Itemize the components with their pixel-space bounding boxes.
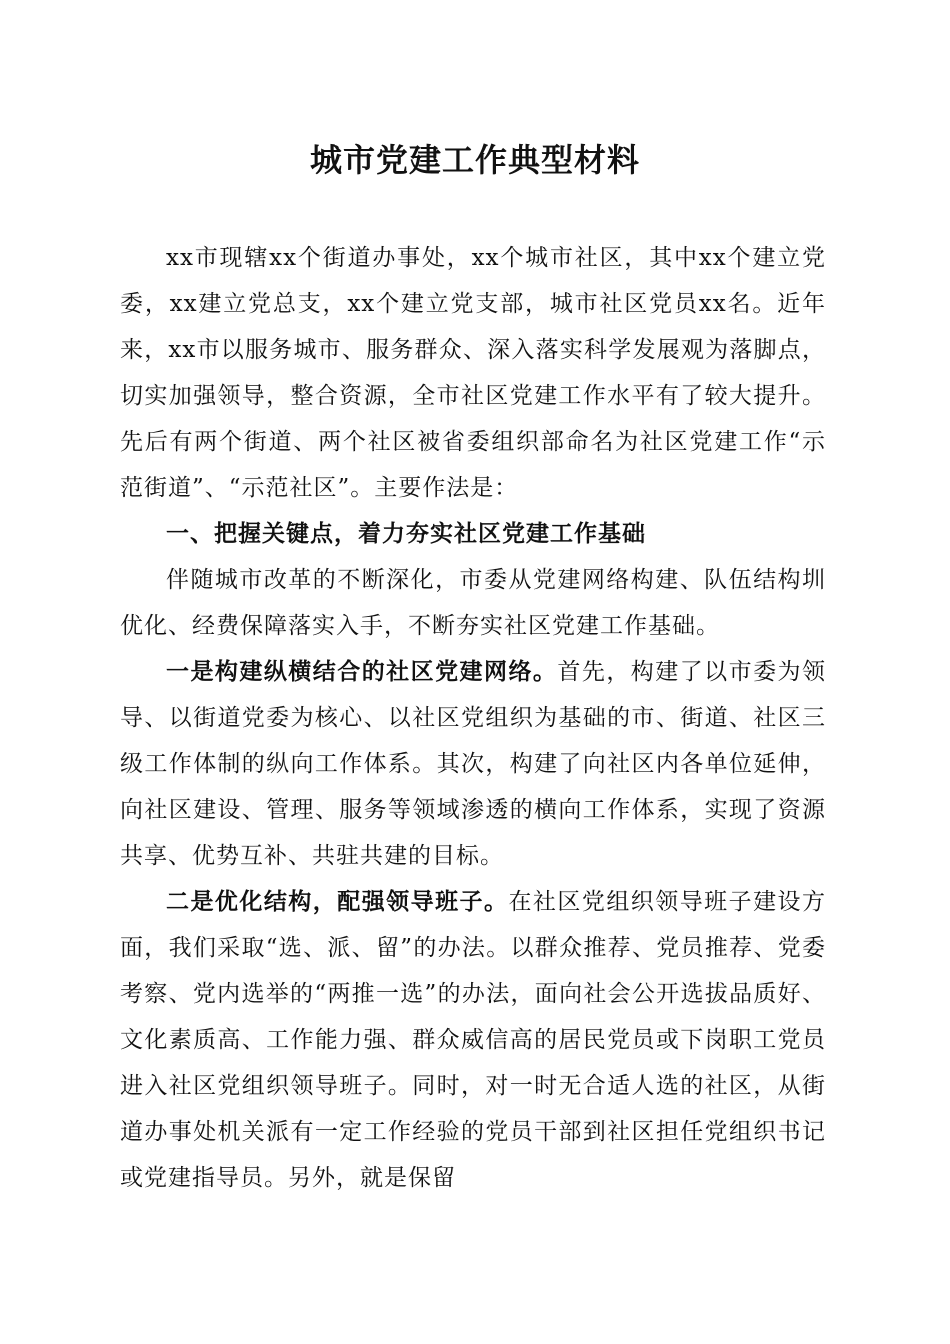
point-one-lead: 一是构建纵横结合的社区党建网络。 xyxy=(166,658,558,685)
intro-paragraph xyxy=(120,235,826,511)
document-title: 城市党建工作典型材料 xyxy=(309,141,640,179)
point-two-text: 在社区党组织领导班子建设方面，我们采取“选、派、留”的办法。以群众推荐、党员推荐、党委考察、党内选举的“两推一选”的办法，面向社会公开选拔品质好、文化素质高、工作能力强、群众威信高的居民党员或下岗职工党员进入社区党组织领导班子。同时，对一时无合适人选的社区，从街道办事处机关派有一定工作经验的党员干部到社区担任党组织书记或党建指导员。另外，就是保留 xyxy=(120,889,827,1191)
point-two-lead: 二是优化结构，配强领导班子。 xyxy=(166,888,509,915)
intro-paragraph-text: xx市现辖xx个街道办事处，xx个城市社区，其中xx个建立党委，xx建立党总支，xx个建立党支部，城市社区党员xx名。近年来，xx市以服务城市、服务群众、深入落实科学发展观为落脚点，切实加强领导，整合资源，全市社区党建工作水平有了较大提升。先后有两个街道、两个社区被省委组织部命名为社区党建工作“示范街道”、“示范社区”。主要作法是： xyxy=(120,245,826,501)
point-one-text: 首先，构建了以市委为领导、以街道党委为核心、以社区党组织为基础的市、街道、社区三级工作体制的纵向工作体系。其次，构建了向社区内各单位延伸，向社区建设、管理、服务等领域渗透的横向工作体系，实现了资源共享、优势互补、共驻共建的目标。 xyxy=(120,659,827,869)
document-body xyxy=(120,235,826,1201)
section-intro-text: 伴随城市改革的不断深化，市委从党建网络构建、队伍结构圳优化、经费保障落实入手，不断夯实社区党建工作基础。 xyxy=(120,567,826,639)
point-two-paragraph xyxy=(120,879,826,1201)
section-intro-paragraph xyxy=(120,557,826,649)
section-heading: 一、把握关键点，着力夯实社区党建工作基础 xyxy=(166,521,646,547)
point-one-paragraph xyxy=(120,649,826,879)
